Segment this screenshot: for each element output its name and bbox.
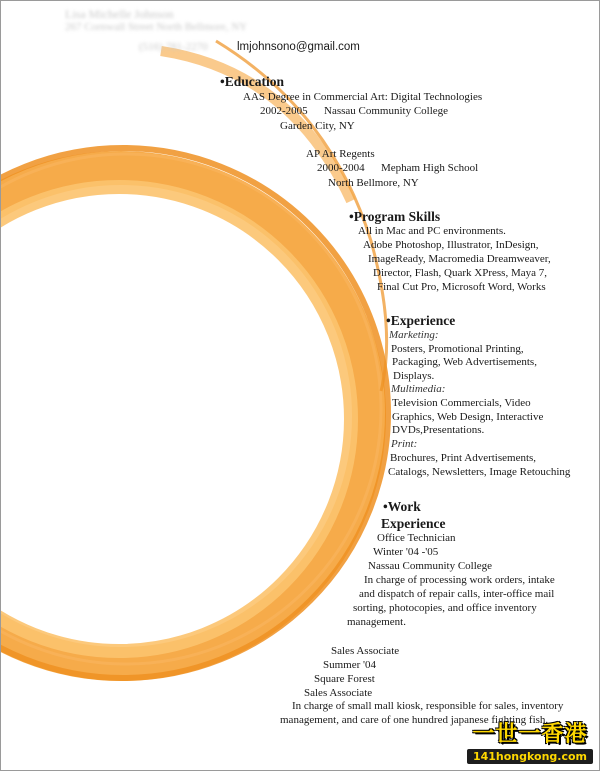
multimedia-label: Multimedia: bbox=[391, 383, 446, 395]
skills-line: ImageReady, Macromedia Dreamweaver, bbox=[368, 253, 551, 265]
job1-title: Office Technician bbox=[377, 532, 456, 544]
marketing-line: Posters, Promotional Printing, bbox=[391, 343, 524, 355]
marketing-line: Packaging, Web Advertisements, bbox=[392, 356, 537, 368]
watermark-url: 141hongkong.com bbox=[467, 749, 593, 764]
multimedia-line: DVDs,Presentations. bbox=[392, 424, 485, 436]
applicant-email[interactable]: lmjohnsono@gmail.com bbox=[237, 41, 360, 53]
education-heading: •Education bbox=[220, 74, 284, 89]
education-school: Nassau Community College bbox=[324, 105, 449, 117]
work-heading-line2: Experience bbox=[381, 516, 446, 531]
education-years: 2002-2005 bbox=[260, 105, 308, 117]
job1-employer: Nassau Community College bbox=[368, 560, 493, 572]
education2-school: Mepham High School bbox=[381, 162, 479, 174]
watermark-chinese: 一世一香港 bbox=[472, 722, 588, 747]
job1-desc-line: and dispatch of repair calls, inter-office mail bbox=[359, 588, 555, 600]
job2-employer: Square Forest bbox=[314, 673, 375, 685]
education-degree: AAS Degree in Commercial Art: Digital Technologies bbox=[243, 91, 483, 103]
job2-dates: Summer '04 bbox=[323, 659, 377, 671]
skills-line: All in Mac and PC environments. bbox=[358, 225, 506, 237]
education2-degree: AP Art Regents bbox=[306, 148, 375, 160]
site-watermark bbox=[467, 717, 593, 764]
job1-desc-line: sorting, photocopies, and office inventory bbox=[353, 602, 537, 614]
job1-dates: Winter '04 -'05 bbox=[373, 546, 439, 558]
marketing-label: Marketing: bbox=[389, 329, 439, 341]
skills-heading: •Program Skills bbox=[349, 209, 441, 224]
multimedia-line: Television Commercials, Video bbox=[392, 397, 531, 409]
multimedia-line: Graphics, Web Design, Interactive bbox=[392, 411, 544, 423]
education2-location: North Bellmore, NY bbox=[328, 177, 419, 189]
job2-role: Sales Associate bbox=[304, 687, 373, 699]
experience-heading: •Experience bbox=[386, 313, 456, 328]
job2-desc-line: management, and care of one hundred japanese fighting fish. bbox=[280, 714, 549, 726]
job1-desc-line: In charge of processing work orders, intake bbox=[364, 574, 555, 586]
marketing-line: Displays. bbox=[393, 370, 435, 382]
work-heading: •Work bbox=[383, 499, 421, 514]
job2-title: Sales Associate bbox=[331, 645, 400, 657]
applicant-address: 267 Cornwall Street North Bellmore, NY bbox=[65, 21, 248, 33]
applicant-phone: (516) 781-2270 bbox=[139, 41, 208, 53]
print-line: Catalogs, Newsletters, Image Retouching bbox=[388, 466, 571, 478]
skills-line: Adobe Photoshop, Illustrator, InDesign, bbox=[363, 239, 539, 251]
applicant-name: Lisa Michelle Johnson bbox=[65, 7, 174, 21]
print-label: Print: bbox=[391, 438, 418, 450]
skills-line: Final Cut Pro, Microsoft Word, Works bbox=[377, 281, 546, 293]
education-location: Garden City, NY bbox=[280, 120, 355, 132]
print-line: Brochures, Print Advertisements, bbox=[390, 452, 537, 464]
skills-line: Director, Flash, Quark XPress, Maya 7, bbox=[373, 267, 547, 279]
education2-years: 2000-2004 bbox=[317, 162, 365, 174]
job2-desc-line: In charge of small mall kiosk, responsible for sales, inventory bbox=[292, 700, 564, 712]
job1-desc-line: management. bbox=[347, 616, 406, 628]
